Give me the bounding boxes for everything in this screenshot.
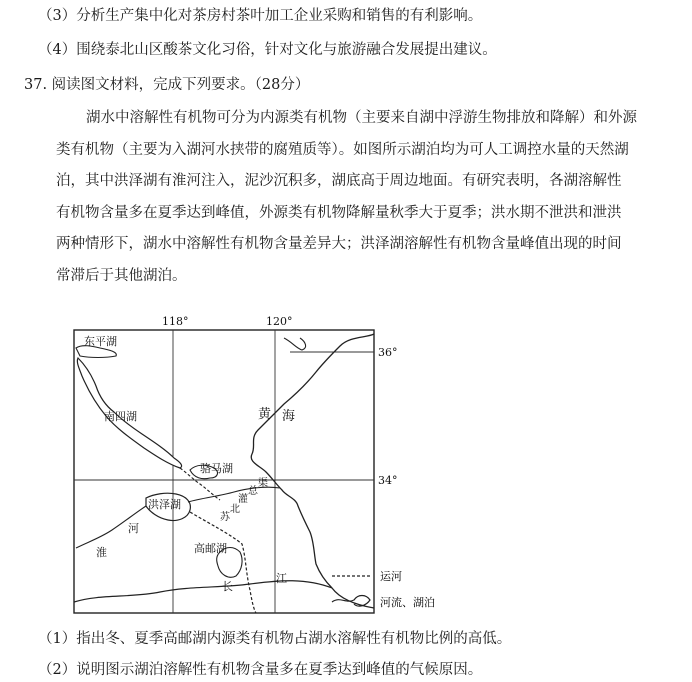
lat-34-label: 34°	[378, 474, 398, 487]
chang-label: 长	[222, 580, 233, 593]
legend-river-lake-label: 河流、湖泊	[380, 596, 435, 609]
luoma-label: 骆马湖	[200, 462, 233, 475]
lat-36-label: 36°	[378, 346, 398, 359]
question-3: （3）分析生产集中化对茶房村茶叶加工企业采购和销售的有利影响。	[38, 8, 483, 24]
passage-line: 湖水中溶解性有机物可分为内源类有机物（主要来自湖中浮游生物排放和降解）和外源	[86, 110, 637, 126]
he-label: 河	[128, 522, 139, 535]
nansi-label: 南四湖	[104, 410, 137, 423]
passage-line: 有机物含量多在夏季达到峰值，外源类有机物降解量秋季大于夏季；洪水期不泄洪和泄洪	[56, 204, 622, 221]
passage-line: 常滞后于其他湖泊。	[56, 267, 187, 284]
hai-label: 海	[282, 409, 296, 424]
dongping-label: 东平湖	[84, 335, 117, 348]
su-label: 苏	[220, 512, 230, 523]
bei-label: 北	[230, 504, 240, 515]
passage-line: 泊，其中洪泽湖有淮河注入，泥沙沉积多，湖底高于周边地面。有研究表明，各湖溶解性	[56, 173, 622, 189]
qu-label: 渠	[258, 478, 268, 489]
huang-label: 黄	[258, 407, 272, 422]
hongze-label: 洪泽湖	[148, 498, 181, 511]
lon-120-label: 120°	[266, 315, 293, 328]
question-4: （4）围绕泰北山区酸茶文化习俗，针对文化与旅游融合发展提出建议。	[38, 42, 497, 58]
legend-river-lake-symbol	[332, 596, 370, 607]
coastline	[251, 334, 374, 608]
legend-canal-label: 运河	[380, 570, 402, 583]
yangtze-river	[74, 581, 332, 602]
passage-line: 两种情形下，湖水中溶解性有机物含量差异大；洪泽湖溶解性有机物含量峰值出现的时间	[56, 236, 622, 252]
subei-canal	[188, 487, 280, 502]
passage-line: 类有机物（主要为入湖河水挟带的腐殖质等）。如图所示湖泊均为可人工调控水量的天然湖	[56, 141, 629, 158]
gaoyou-label: 高邮湖	[194, 542, 227, 555]
lake-map	[70, 312, 490, 622]
zong-label: 总	[248, 486, 258, 497]
lon-118-label: 118°	[162, 315, 189, 328]
question-1: （1）指出冬、夏季高邮湖内源类有机物占湖水溶解性有机物比例的高低。	[38, 631, 512, 647]
guan-label: 灌	[238, 494, 248, 505]
coast-bay	[284, 338, 306, 350]
huai-label: 淮	[96, 546, 107, 559]
jiang-label: 江	[276, 572, 287, 585]
passage	[56, 103, 666, 292]
question-2: （2）说明图示湖泊溶解性有机物含量多在夏季达到峰值的气候原因。	[38, 662, 483, 678]
q37-heading: 37. 阅读图文材料，完成下列要求。（28分）	[24, 77, 310, 93]
canal-south	[190, 512, 256, 613]
